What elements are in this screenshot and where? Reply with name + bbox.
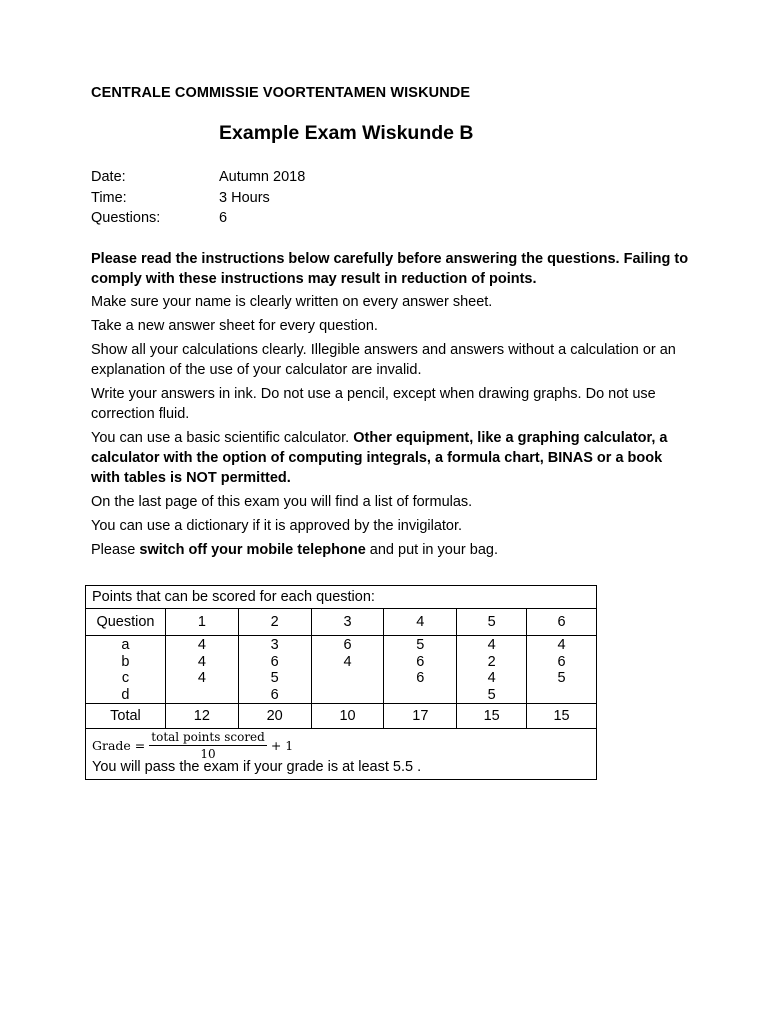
question-total: 15: [527, 704, 597, 729]
points-table: [85, 585, 597, 780]
pass-note: You will pass the exam if your grade is at least 5.5 .: [92, 759, 422, 775]
instruction-formulas: On the last page of this exam you will find a list of formulas.: [91, 494, 473, 510]
question-total: 15: [457, 704, 527, 729]
formula-rhs: + 1: [270, 737, 294, 753]
part-points: 3 6 5 6: [238, 636, 311, 704]
question-number: 6: [527, 609, 597, 636]
instruction-phone-post: and put in your bag.: [365, 542, 498, 558]
question-total: 10: [311, 704, 384, 729]
points-table-caption: Points that can be scored for each question:: [86, 586, 597, 609]
total-row: [86, 704, 597, 729]
formula-lhs: Grade =: [92, 737, 146, 753]
question-number: 1: [165, 609, 238, 636]
grade-footer: [86, 729, 597, 780]
instructions: [91, 249, 691, 564]
meta-key: Time:: [91, 189, 127, 206]
grade-formula: [92, 731, 590, 759]
meta-row-date: [91, 167, 305, 188]
meta-row-questions: [91, 208, 305, 229]
instruction-phone-pre: Please: [91, 542, 140, 558]
formula-fraction: [149, 730, 267, 761]
question-label: Question: [86, 609, 166, 636]
question-number: 4: [384, 609, 457, 636]
part-points: 4 4 4: [165, 636, 238, 704]
instruction-name: Make sure your name is clearly written on every answer sheet.: [91, 294, 493, 310]
question-header-row: [86, 609, 597, 636]
part-points: 6 4: [311, 636, 384, 704]
exam-meta: [91, 167, 305, 229]
meta-key: Questions:: [91, 210, 161, 226]
instruction-ink: Write your answers in ink. Do not use a pencil, except when drawing graphs. Do not use correction fluid.: [91, 386, 656, 422]
question-number: 5: [457, 609, 527, 636]
total-label: Total: [86, 704, 166, 729]
question-total: 12: [165, 704, 238, 729]
part-points: 5 6 6: [384, 636, 457, 704]
instruction-calculator-text: You can use a basic scientific calculator.: [91, 430, 354, 446]
formula-denominator: 10: [200, 746, 216, 761]
meta-value: 3 Hours: [219, 189, 270, 206]
instruction-phone: [91, 540, 691, 560]
meta-value: Autumn 2018: [219, 169, 306, 185]
instructions-lead: Please read the instructions below carefully before answering the questions. Failing to comply with these instructions may result in reduction of points.: [91, 251, 689, 287]
instruction-answer-sheet: Take a new answer sheet for every question.: [91, 318, 378, 334]
part-labels: a b c d: [86, 636, 166, 704]
meta-key: Date:: [91, 169, 126, 185]
question-number: 3: [311, 609, 384, 636]
formula-numerator: total points scored: [151, 729, 265, 744]
organization-name: CENTRALE COMMISSIE VOORTENTAMEN WISKUNDE: [91, 85, 471, 101]
instruction-calculations: Show all your calculations clearly. Illegible answers and answers without a calculation or an explanation of the use of your calculator are invalid.: [91, 342, 676, 378]
question-total: 20: [238, 704, 311, 729]
meta-value: 6: [219, 210, 228, 226]
instruction-dictionary: You can use a dictionary if it is approved by the invigilator.: [91, 518, 463, 534]
instruction-phone-bold: switch off your mobile telephone: [139, 542, 366, 558]
part-points: 4 2 4 5: [457, 636, 527, 704]
question-total: 17: [384, 704, 457, 729]
meta-row-time: [91, 188, 305, 209]
part-points: 4 6 5: [527, 636, 597, 704]
exam-title: Example Exam Wiskunde B: [219, 122, 474, 144]
instruction-calculator: [91, 428, 691, 488]
question-number: 2: [238, 609, 311, 636]
instruction-calculator-restriction: Other equipment, like a graphing calculator, a calculator with the option of computing integrals, a formula chart, BINAS or a book with tables is NOT permitted.: [91, 430, 668, 486]
points-per-part-row: [86, 636, 597, 704]
